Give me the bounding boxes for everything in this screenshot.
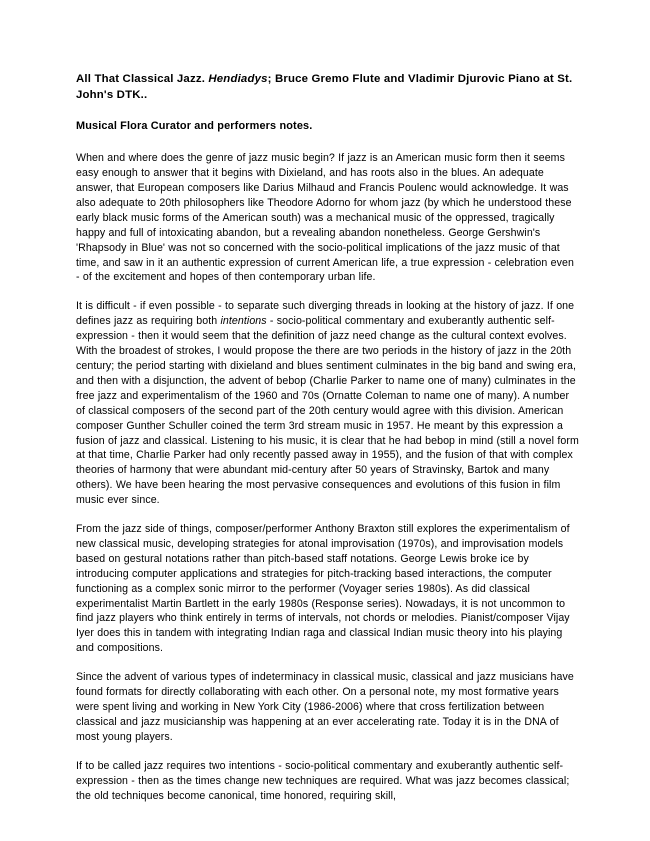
document-body (76, 72, 579, 803)
paragraph-3: From the jazz side of things, composer/performer Anthony Braxton still explores the experimentalism of new classical music, developing strategies for atonal improvisation (1970s), and improvisation models based on gestural notations rather than pitch-based staff notations. George Lewis broke ice by introducing computer applications and strategies for pitch-tracking based interactions, the computer functioning as a complex sonic mirror to the performer (Voyager series 1980s). As did classical experimentalist Martin Bartlett in the early 1980s (Response series). Nowadays, it is not uncommon to find jazz players who think entirely in terms of intervals, not chords or melodies. Pianist/composer Vijay Iyer does this in tandem with integrating Indian raga and classical Indian music theory into his playing and compositions. (76, 523, 570, 655)
paragraph-2-part-two: - socio-political commentary and exuberantly authentic self-expression - then it would seem that the definition of jazz need change as the cultural context evolves. With the broadest of strokes, I would propose the there are two periods in the history of jazz in the 20th century; the period starting with dixieland and blues sentiment culminates in the big band and swing era, and then with a disjunction, the advent of bebop (Charlie Parker to name one of many) culminates in the free jazz and experimentalism of the 1960 and 70s (Ornatte Coleman to name one of many). A number of classical composers of the second part of the 20th century would agree with this division. American composer Gunther Schuller coined the term 3rd stream music in 1957. He meant by this expression a fusion of jazz and classical. Listening to his music, it is clear that he had bebop in mind (still a novel form at that time, Charlie Parker had only recently passed away in 1955), and the fusion of that with complex theories of harmony that were abundant mid-century after 50 years of Stravinsky, Bartok and many others). We have been hearing the most pervasive consequences and evolutions of this fusion in film music ever since. (76, 315, 579, 507)
title-text-after-work: ; Bruce Gremo Flute and Vladimir Djurovic (267, 73, 505, 85)
document-subtitle: Musical Flora Curator and performers notes. (76, 120, 313, 133)
title-text-before-work: All That Classical Jazz. (76, 73, 209, 85)
paragraph-1: When and where does the genre of jazz music begin? If jazz is an American music form then it seems easy enough to answer that it begins with Dixieland, and has roots also in the blues. An adequate answer, that European composers like Darius Milhaud and Francis Poulenc would acknowledge. It was also adequate to 20th philosophers like Theodore Adorno for whom jazz (by which he understood these early black music forms of the American south) was a mechanical music of the oppressed, tragically happy and full of intoxicating abandon, but a revealing abandon nonetheless. George Gershwin's 'Rhapsody in Blue' was not so concerned with the socio-political implications of the jazz music of that time, and saw in it an authentic expression of current American life, a true expression - celebration even - of the excitement and hopes of then contemporary urban life. (76, 152, 574, 284)
paragraph-2 (76, 299, 579, 508)
title-work-name: Hendiadys (208, 73, 268, 85)
document-title (76, 72, 579, 103)
paragraph-2-part-one: It is difficult - if even possible - to separate such diverging threads in looking at the history of jazz. If one defines jazz as requiring both (76, 300, 575, 328)
paragraph-5: If to be called jazz requires two intentions - socio-political commentary and exuberantly authentic self-expression - then as the times change new techniques are required. What was jazz becomes classical; the old techniques become canonical, time honored, requiring skill, (76, 759, 570, 802)
paragraph-2-italic-term: intentions (220, 315, 267, 328)
paragraph-4: Since the advent of various types of indeterminacy in classical music, classical and jazz musicians have found formats for directly collaborating with each other. On a personal note, my most formative years were spent living and working in New York City (1986-2006) where that cross fertilization between classical and jazz musicianship was happening at an ever accelerating rate. Today it is in the DNA of most young players. (76, 671, 574, 743)
title-line-two: Piano at St. John's DTK.. (76, 73, 573, 101)
